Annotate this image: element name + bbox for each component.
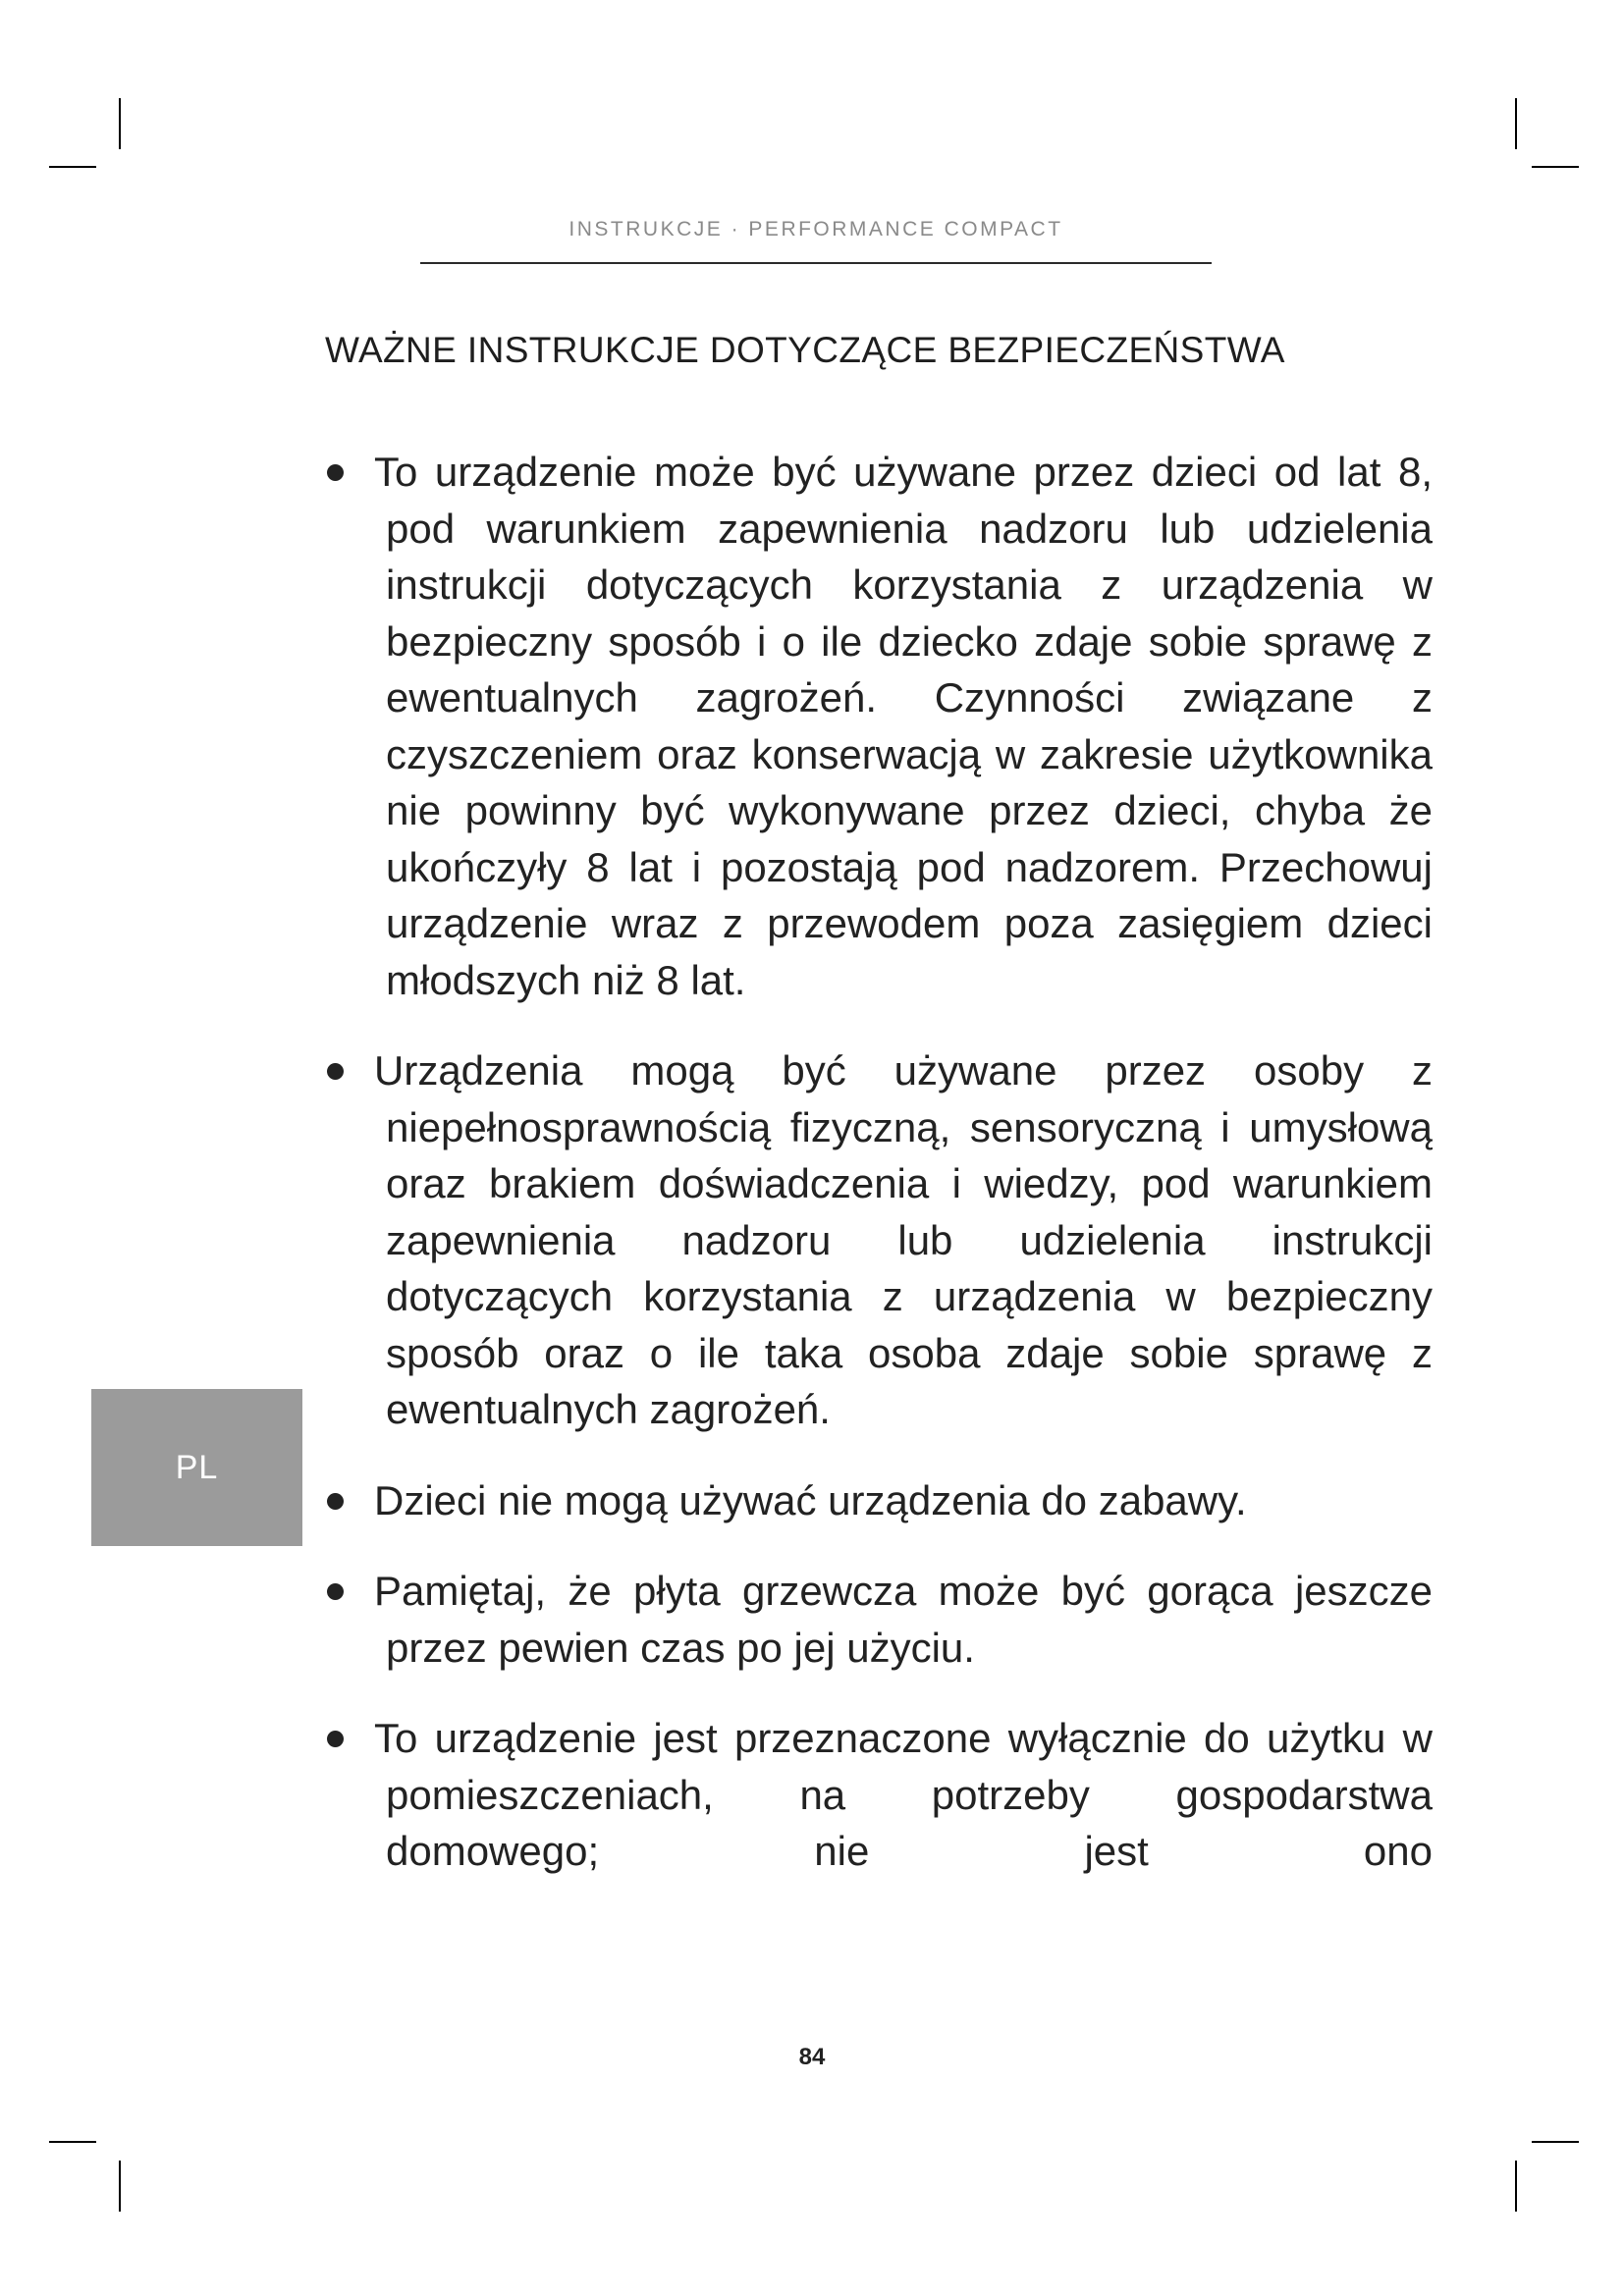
bullet-item (325, 444, 1433, 1008)
crop-mark-top-left-horizontal (49, 166, 96, 168)
bullet-text: Urządzenia mogą być używane przez osoby z niepełnosprawnością fizyczną, sensoryczną i umysłową oraz brakiem doświadczenia i wiedzy, pod warunkiem zapewnienia nadzoru lub udzielenia instrukcji dotyczących korzystania z urządzenia w bezpieczny sposób oraz o ile taka osoba zdaje sobie sprawę z ewentualnych zagrożeń. (374, 1047, 1433, 1432)
bullet-item (325, 1472, 1433, 1529)
page-number: 84 (798, 2044, 826, 2070)
bullet-dot-icon (327, 1583, 344, 1600)
bullet-dot-icon (327, 1493, 344, 1510)
bullet-item (325, 1563, 1433, 1676)
bullet-text: Pamiętaj, że płyta grzewcza może być gorąca jeszcze przez pewien czas po jej użyciu. (374, 1568, 1433, 1671)
language-tab-label: PL (175, 1448, 219, 1486)
crop-mark-bottom-left-vertical (119, 2161, 121, 2212)
bullet-item (325, 1710, 1433, 1880)
bullet-text: To urządzenie jest przeznaczone wyłącznie do użytku w pomieszczeniach, na potrzeby gospodarstwa domowego; nie jest ono (374, 1715, 1433, 1874)
bullet-dot-icon (327, 1063, 344, 1080)
crop-mark-top-left-vertical (119, 98, 121, 149)
crop-mark-top-right-horizontal (1532, 166, 1579, 168)
bullet-item (325, 1042, 1433, 1438)
crop-mark-bottom-right-vertical (1515, 2161, 1517, 2212)
crop-mark-bottom-left-horizontal (49, 2141, 96, 2143)
bullet-dot-icon (327, 1731, 344, 1747)
crop-mark-bottom-right-horizontal (1532, 2141, 1579, 2143)
bullet-dot-icon (327, 464, 344, 481)
safety-instructions-list (325, 444, 1433, 1880)
running-header: INSTRUKCJE · PERFORMANCE COMPACT (568, 218, 1063, 240)
bullet-text: To urządzenie może być używane przez dzieci od lat 8, pod warunkiem zapewnienia nadzoru lub udzielenia instrukcji dotyczących korzystania z urządzenia w bezpieczny sposób i o ile dziecko zdaje sobie sprawę z ewentualnych zagrożeń. Czynności związane z czyszczeniem oraz konserwacją w zakresie użytkownika nie powinny być wykonywane przez dzieci, chyba że ukończyły 8 lat i pozostają pod nadzorem. Przechowuj urządzenie wraz z przewodem poza zasięgiem dzieci młodszych niż 8 lat. (374, 449, 1433, 1003)
language-tab (91, 1389, 302, 1546)
bullet-text: Dzieci nie mogą używać urządzenia do zabawy. (374, 1476, 1247, 1523)
section-title: WAŻNE INSTRUKCJE DOTYCZĄCE BEZPIECZEŃSTWA (325, 330, 1285, 370)
crop-mark-top-right-vertical (1515, 98, 1517, 149)
header-rule (420, 262, 1212, 264)
